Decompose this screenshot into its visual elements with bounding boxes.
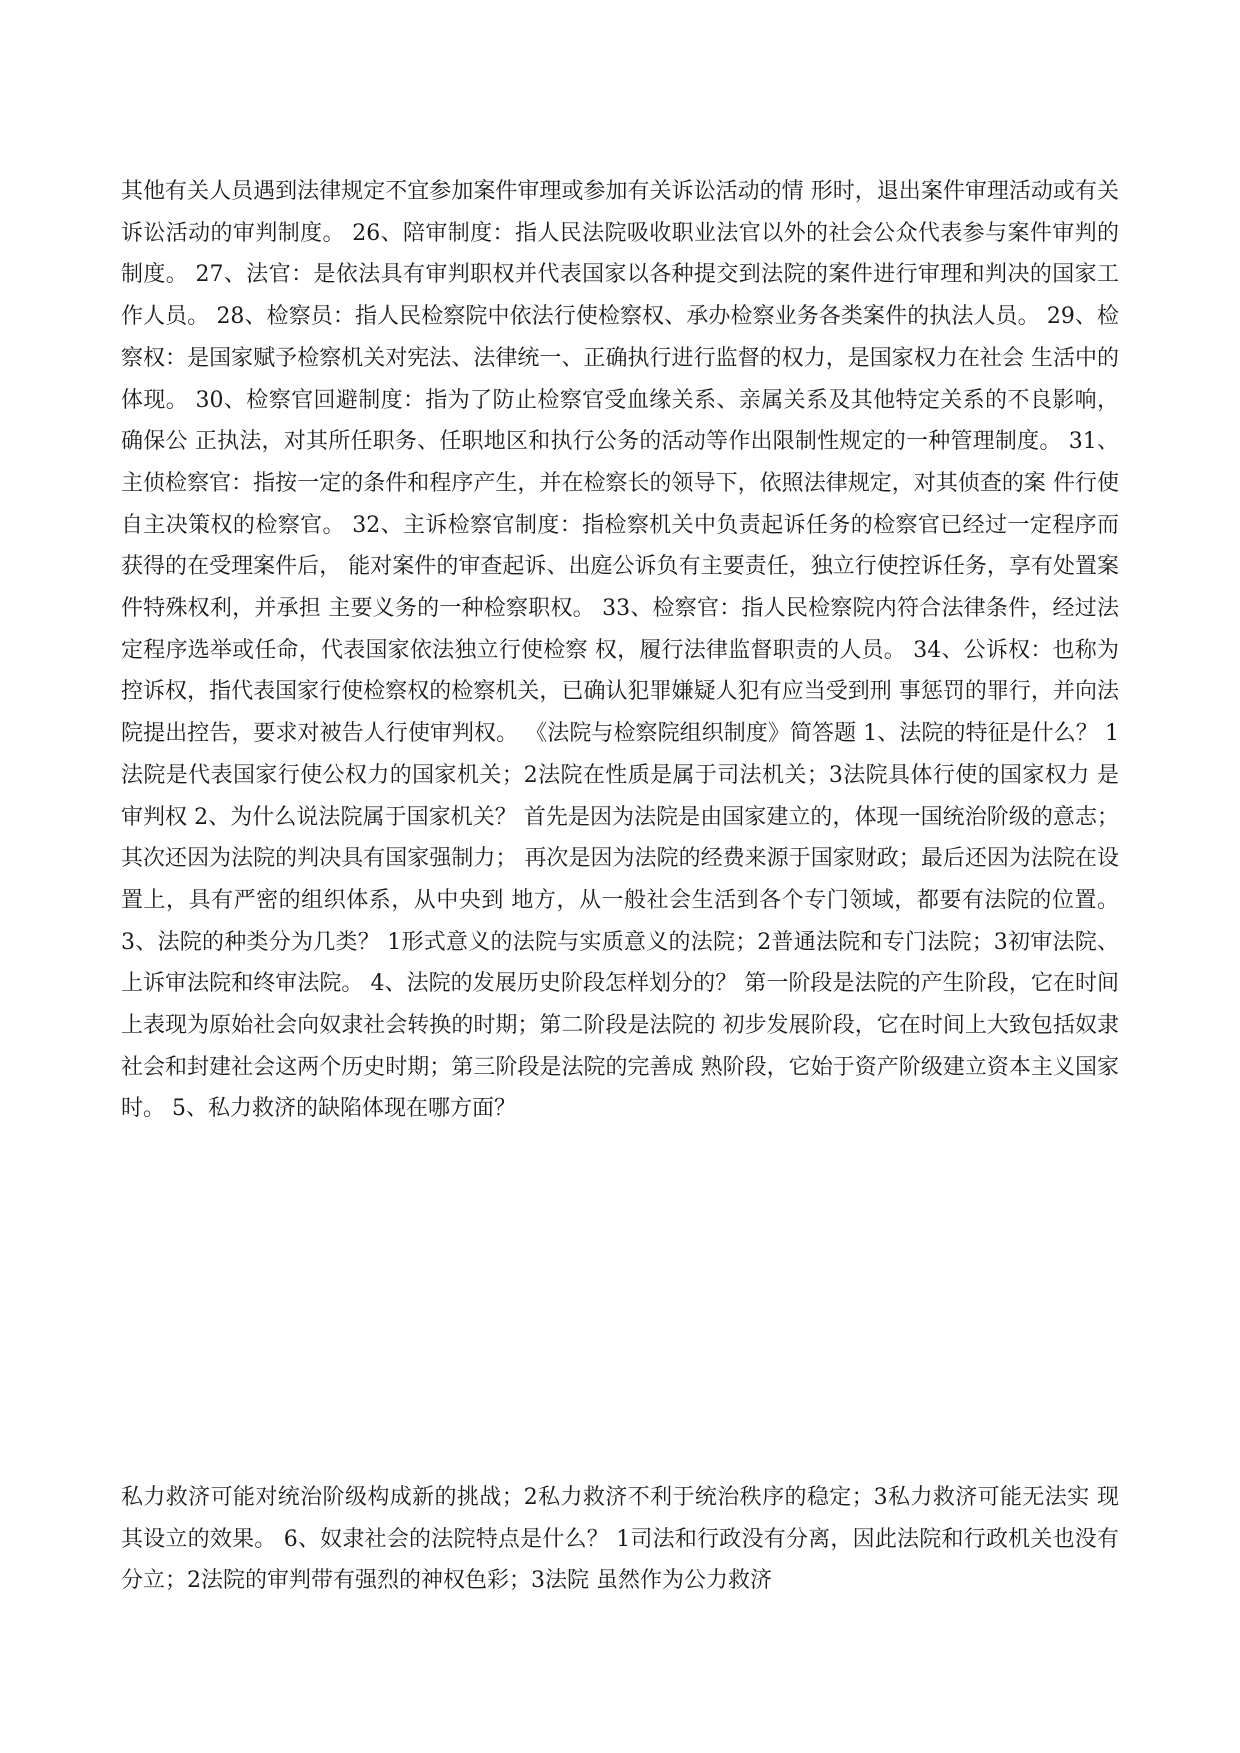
body-paragraph-1: 其他有关人员遇到法律规定不宜参加案件审理或参加有关诉讼活动的情 形时，退出案件审理活动或有关诉讼活动的审判制度。 26、陪审制度：指人民法院吸收职业法官以外的社会公众代表参与案件审判的制度。 27、法官：是依法具有审判职权并代表国家以各种提交到法院的案件进行审理和判决的国家工作人员。 28、检察员：指人民检察院中依法行使检察权、承办检察业务各类案件的执法人员。 29、检察权：是国家赋予检察机关对宪法、法律统一、正确执行进行监督的权力，是国家权力在社会 生活中的体现。 30、检察官回避制度：指为了防止检察官受血缘关系、亲属关系及其他特定关系的不良影响，确保公 正执法，对其所任职务、任职地区和执行公务的活动等作出限制性规定的一种管理制度。 31、主侦检察官：指按一定的条件和程序产生，并在检察长的领导下，依照法律规定，对其侦查的案 件行使自主决策权的检察官。 32、主诉检察官制度：指检察机关中负责起诉任务的检察官已经过一定程序而获得的在受理案件后， 能对案件的审查起诉、出庭公诉负有主要责任，独立行使控诉任务，享有处置案件特殊权利，并承担 主要义务的一种检察职权。 33、检察官：指人民检察院内符合法律条件，经过法定程序选举或任命，代表国家依法独立行使检察 权，履行法律监督职责的人员。 34、公诉权：也称为控诉权，指代表国家行使检察权的检察机关，已确认犯罪嫌疑人犯有应当受到刑 事惩罚的罪行，并向法院提出控告，要求对被告人行使审判权。 《法院与检察院组织制度》简答题 1、法院的特征是什么？ 1法院是代表国家行使公权力的国家机关；2法院在性质是属于司法机关；3法院具体行使的国家权力 是审判权 2、为什么说法院属于国家机关？ 首先是因为法院是由国家建立的，体现一国统治阶级的意志；其次还因为法院的判决具有国家强制力； 再次是因为法院的经费来源于国家财政；最后还因为法院在设置上，具有严密的组织体系，从中央到 地方，从一般社会生活到各个专门领域，都要有法院的位置。 3、法院的种类分为几类？ 1形式意义的法院与实质意义的法院；2普通法院和专门法院；3初审法院、上诉审法院和终审法院。 4、法院的发展历史阶段怎样划分的？ 第一阶段是法院的产生阶段，它在时间上表现为原始社会向奴隶社会转换的时期；第二阶段是法院的 初步发展阶段，它在时间上大致包括奴隶社会和封建社会这两个历史时期；第三阶段是法院的完善成 熟阶段，它始于资产阶级建立资本主义国家时。 5、私力救济的缺陷体现在哪方面？ [121, 179, 1119, 1122]
body-paragraph-2: 私力救济可能对统治阶级构成新的挑战；2私力救济不利于统治秩序的稳定；3私力救济可能无法实 现其设立的效果。 6、奴隶社会的法院特点是什么？ 1司法和行政没有分离，因此法院和行政机关也没有分立；2法院的审判带有强烈的神权色彩；3法院 虽然作为公力救济 [121, 1485, 1119, 1594]
